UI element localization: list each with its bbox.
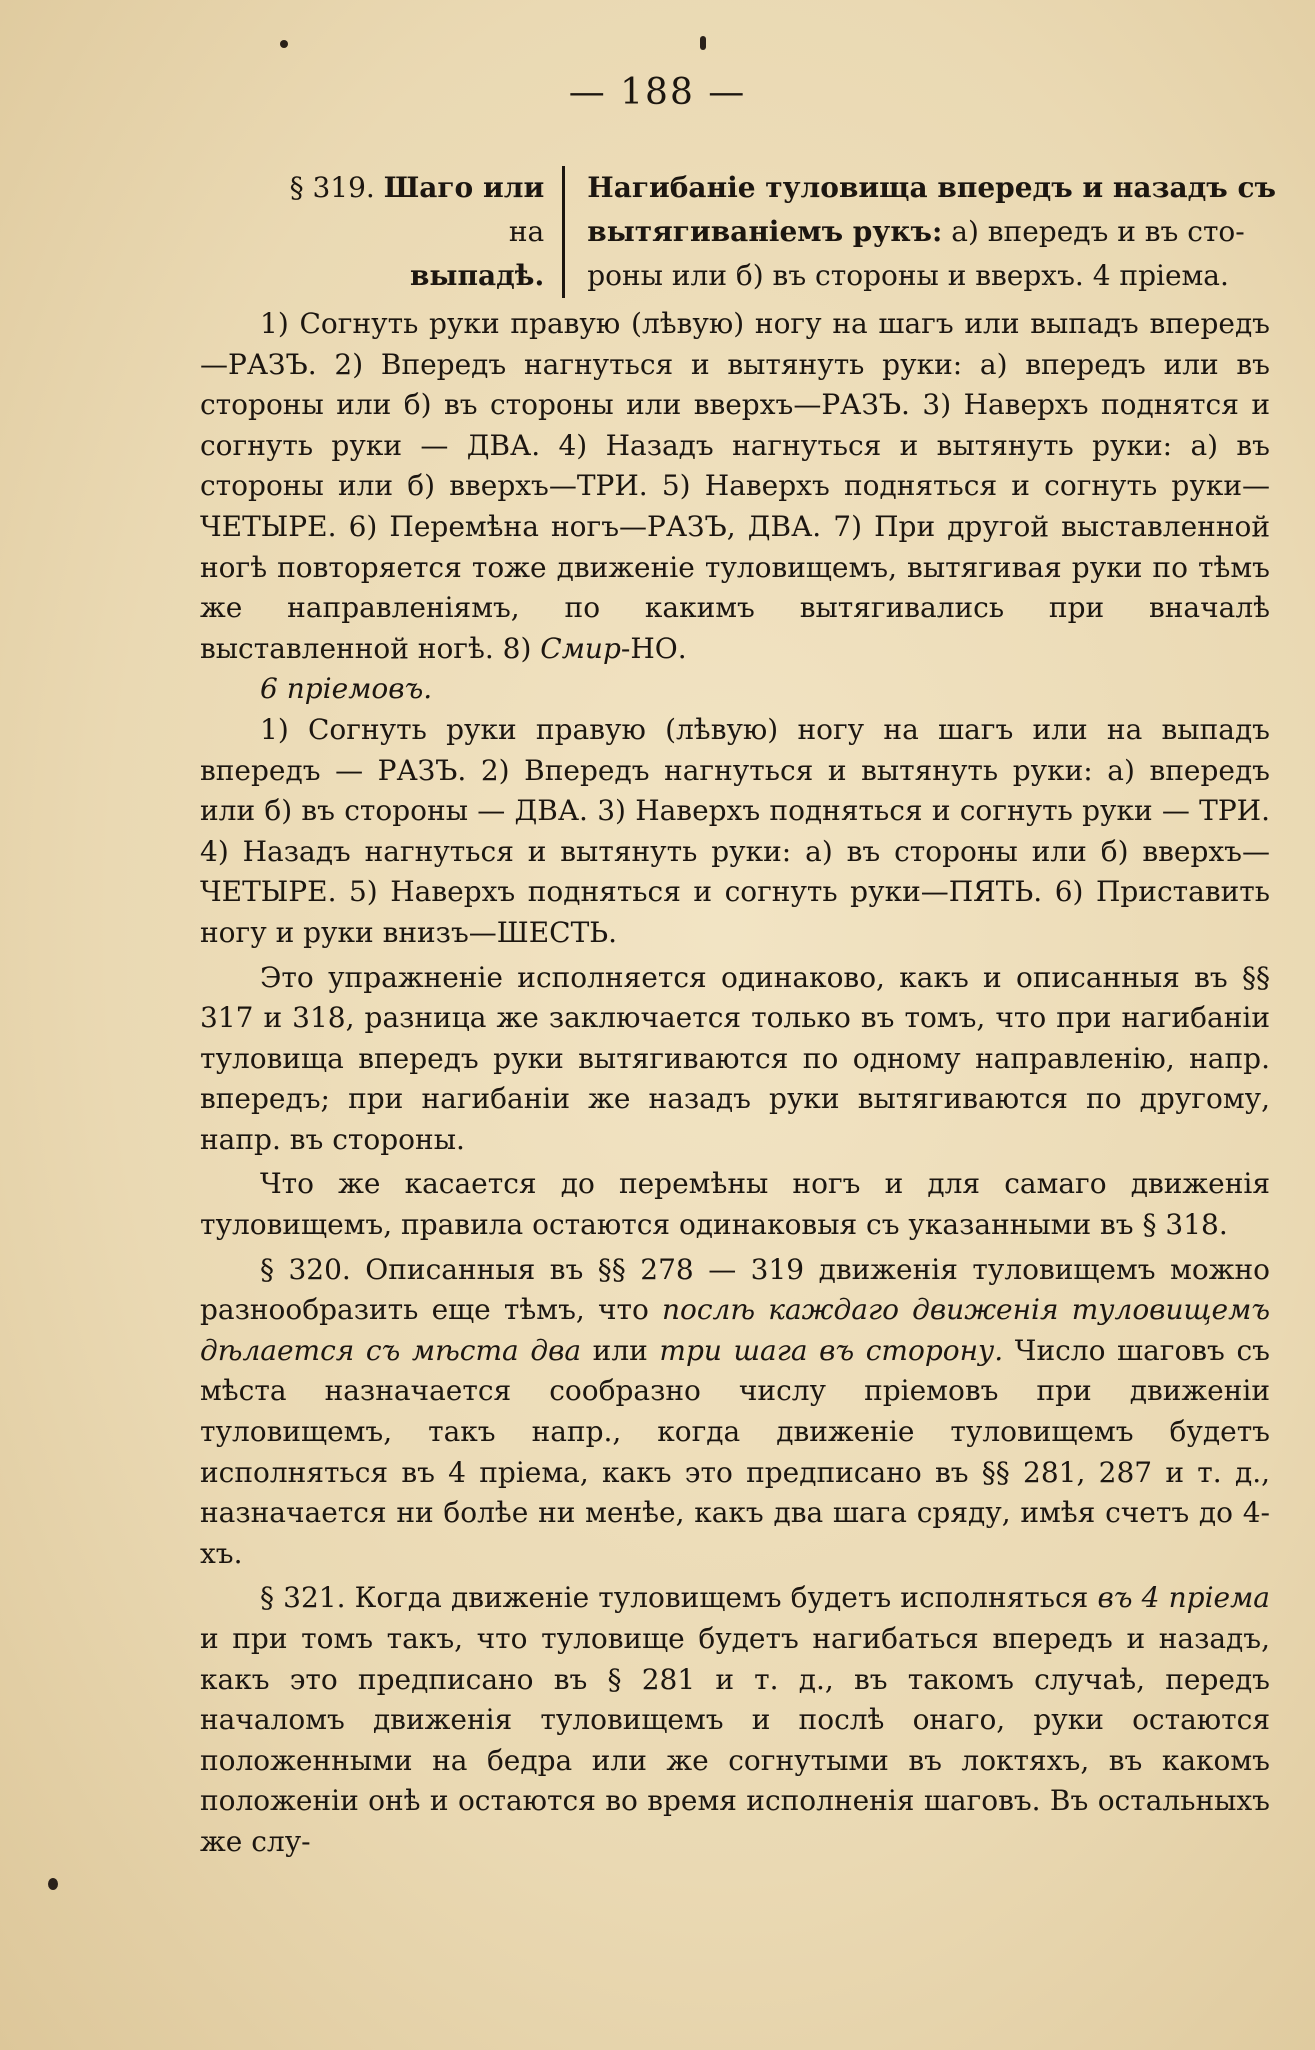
sidenote-line-3: выпадѣ. xyxy=(409,259,545,292)
subheading: 6 пріемовъ. xyxy=(260,672,433,706)
paragraph-4: Что же касается до перемѣны ногъ и для самаго движенія туловищемъ, правила остаются одинаковыя съ указанными въ § 318. xyxy=(200,1167,1270,1242)
title-line-3-italic: 4 пріема. xyxy=(1092,259,1229,292)
paragraph-5-italic-1: послѣ каждаго движенія туловищемъ дѣлается съ мѣста два xyxy=(200,1293,1270,1367)
ink-speck xyxy=(280,40,288,48)
paragraph-3: Это упражненіе исполняется одинаково, какъ и описанныя въ §§ 317 и 318, разница же заключается только въ томъ, что при нагибаніи туловища впередъ руки вытягиваются по одному направленію, напр. впередъ; при нагибаніи же назадъ руки вытягиваются по другому, напр. въ стороны. xyxy=(200,960,1270,1156)
paragraph-5-italic-2: три шага въ сторону. xyxy=(659,1333,1004,1367)
title-line-2-rest: а) впередъ и въ сто- xyxy=(942,215,1245,248)
ink-speck xyxy=(700,36,706,50)
sidenote-line-2: на xyxy=(508,215,545,248)
section-header xyxy=(246,166,1276,298)
paragraph-6-italic: въ 4 пріема xyxy=(1097,1581,1270,1615)
title-line-1: Нагибаніе туловища впередъ и назадъ съ xyxy=(587,171,1276,204)
section-number: § 319. xyxy=(289,171,375,204)
paragraph-6: § 321. Когда движеніе туловищемъ будетъ исполняться въ 4 пріема и при томъ такъ, что туловище будетъ нагибаться впередъ и назадъ, какъ это предписано въ § 281 и т. д., въ такомъ случаѣ, передъ началомъ движенія туловищемъ и послѣ онаго, руки остаются положенными на бедра или же согнутыми въ локтяхъ, въ какомъ положеніи онѣ и остаются во время исполненія шаговъ. Въ остальныхъ же слу- xyxy=(200,1581,1270,1858)
paragraph-1: 1) Согнуть руки правую (лѣвую) ногу на шагъ или выпадъ впередъ—РАЗЪ. 2) Впередъ нагнуться и вытянуть руки: а) впередъ или въ стороны или б) въ стороны или вверхъ—РАЗЪ. 3) Наверхъ поднятся и согнуть руки — ДВА. 4) Назадъ нагнуться и вытянуть руки: а) въ стороны или б) вверхъ—ТРИ. 5) Наверхъ подняться и согнуть руки—ЧЕТЫРЕ. 6) Перемѣна ногъ—РАЗЪ, ДВА. 7) При другой выставленной ногѣ повторяется тоже движеніе туловищемъ, вытягивая руки по тѣмъ же направленіямъ, по какимъ вытягивались при вначалѣ выставленной ногѣ. 8) Смир-НО. xyxy=(200,307,1270,665)
page-number: — 188 — xyxy=(568,72,747,113)
paragraph-2: 1) Согнуть руки правую (лѣвую) ногу на шагъ или на выпадъ впередъ — РАЗЪ. 2) Впередъ нагнуться и вытянуть руки: а) впередъ или б) въ стороны — ДВА. 3) Наверхъ подняться и согнуть руки — ТРИ. 4) Назадъ нагнуться и вытянуть руки: а) въ стороны или б) вверхъ—ЧЕТЫРЕ. 5) Наверхъ подняться и согнуть руки—ПЯТЬ. 6) Приставить ногу и руки внизъ—ШЕСТЬ. xyxy=(200,712,1270,949)
sidenote-line-1: Шаго или xyxy=(383,171,545,204)
title-line-3: роны или б) въ стороны и вверхъ. xyxy=(587,259,1093,292)
section-sidenote xyxy=(246,166,565,298)
title-line-2-bold: вытягиваніемъ рукъ: xyxy=(587,215,943,248)
section-title xyxy=(565,166,1276,298)
ink-speck xyxy=(48,1878,58,1890)
paragraph-1-italic: Смир xyxy=(540,631,621,665)
page-body xyxy=(200,304,1270,1863)
paragraph-5: § 320. Описанныя въ §§ 278 — 319 движенія туловищемъ можно разнообразить еще тѣмъ, что послѣ каждаго движенія туловищемъ дѣлается съ мѣста два или три шага въ сторону. Число шаговъ съ мѣста назначается сообразно числу пріемовъ при движеніи туловищемъ, такъ напр., когда движеніе туловищемъ будетъ исполняться въ 4 пріема, какъ это предписано въ §§ 281, 287 и т. д., назначается ни болѣе ни менѣе, какъ два шага сряду, имѣя счетъ до 4-хъ. xyxy=(200,1252,1270,1570)
